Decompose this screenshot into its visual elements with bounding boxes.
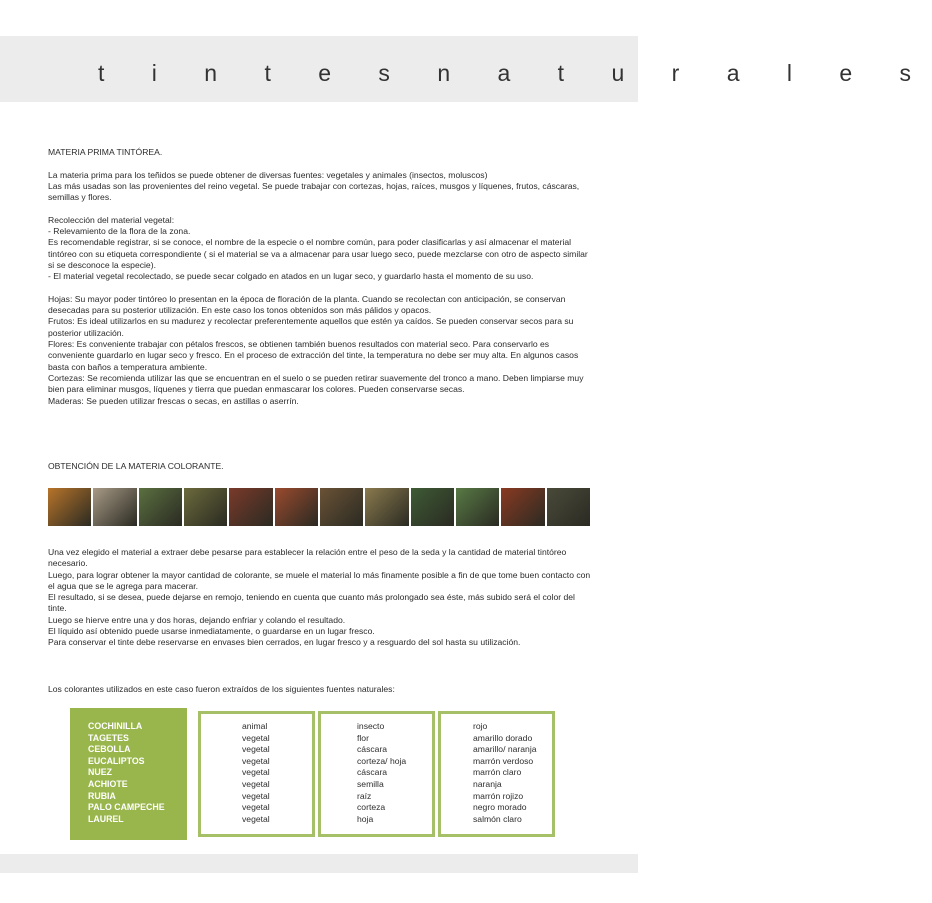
list-item: vegetal	[242, 767, 270, 778]
section-heading: MATERIA PRIMA TINTÓREA.	[48, 147, 163, 157]
part-column	[357, 721, 406, 825]
list-item: vegetal	[242, 744, 270, 755]
list-item: vegetal	[242, 778, 270, 789]
paragraph: - Relevamiento de la flora de la zona.	[48, 226, 191, 237]
section-obtencion	[48, 461, 593, 472]
photo-thumbnail	[547, 488, 590, 526]
list-item: vegetal	[242, 755, 270, 766]
paragraph: - El material vegetal recolectado, se puede secar colgado en atados en un lugar seco, y guardarlo hasta el momento de su uso.	[48, 271, 534, 282]
table-intro	[48, 684, 593, 695]
list-item: semilla	[357, 778, 384, 789]
list-item: marrón verdoso	[473, 755, 534, 766]
list-item: salmón claro	[473, 813, 522, 824]
list-item: vegetal	[242, 790, 270, 801]
paragraph: Maderas: Se pueden utilizar frescas o secas, en astillas o aserrín.	[48, 395, 299, 406]
paragraph: El líquido así obtenido puede usarse inmediatamente, o guardarse en un lugar fresco.	[48, 626, 375, 637]
color-column	[473, 721, 537, 825]
list-item: cáscara	[357, 744, 388, 755]
list-item: TAGETES	[88, 732, 129, 743]
list-item: amarillo dorado	[473, 732, 533, 743]
list-item: rojo	[473, 721, 488, 731]
list-item: insecto	[357, 721, 385, 731]
list-item: marrón rojizo	[473, 790, 524, 801]
list-item: PALO CAMPECHE	[88, 802, 165, 813]
photo-thumbnail	[139, 488, 182, 526]
photo-thumbnail	[184, 488, 227, 526]
paragraph: Una vez elegido el material a extraer debe pesarse para establecer la relación entre el peso de la seda y la cantidad de material tintóreo necesario.	[48, 547, 567, 569]
list-item: flor	[357, 732, 369, 743]
list-item: vegetal	[242, 802, 270, 813]
type-column	[242, 721, 270, 825]
photo-thumbnail	[275, 488, 318, 526]
paragraph: Luego se hierve entre una y dos horas, dejando enfriar y colando el resultado.	[48, 614, 346, 625]
section-heading: OBTENCIÓN DE LA MATERIA COLORANTE.	[48, 461, 224, 471]
list-item: naranja	[473, 778, 502, 789]
photo-thumbnail	[320, 488, 363, 526]
list-item: animal	[242, 721, 268, 731]
list-item: NUEZ	[88, 767, 112, 778]
list-item: COCHINILLA	[88, 721, 143, 731]
photo-thumbnail	[365, 488, 408, 526]
page-title: t i n t e s n a t u r a l e s	[98, 60, 932, 86]
paragraph: Cortezas: Se recomienda utilizar las que se encuentran en el suelo o se pueden retirar suavemente del tronco a mano. Deben limpiarse muy bien para eliminar musgos, líquenes y tierra que puedan enmascarar los colores. Pueden conservarse secas.	[48, 372, 584, 395]
paragraph: Luego, para lograr obtener la mayor cantidad de colorante, se muele el material lo más finamente posible a fin de que tome buen contacto con el agua que se le agrega para macerar.	[48, 569, 591, 591]
paragraph: Recolección del material vegetal:	[48, 214, 175, 225]
footer-band	[0, 854, 638, 873]
photo-thumbnail	[48, 488, 91, 526]
list-item: hoja	[357, 813, 374, 824]
list-item: marrón claro	[473, 767, 522, 778]
list-item: EUCALIPTOS	[88, 755, 145, 766]
paragraph: El resultado, si se desea, puede dejarse en remojo, teniendo en cuenta que cuanto más prolongado sea éste, más subido será el color del tinte.	[48, 592, 575, 614]
list-item: CEBOLLA	[88, 744, 131, 755]
photo-thumbnail	[411, 488, 454, 526]
list-item: vegetal	[242, 813, 270, 824]
list-item: amarillo/ naranja	[473, 744, 537, 755]
paragraph: Es recomendable registrar, si se conoce, el nombre de la especie o el nombre común, para poder clasificarlas y así almacenar el material tintóreo con su etiqueta correspondiente ( si el material se va a almacenar para usar luego seco, puede mezclarse con otro de aspecto similar si se desconoce la especie).	[48, 237, 588, 270]
paragraph: La materia prima para los teñidos se puede obtener de diversas fuentes: vegetales y animales (insectos, moluscos)	[48, 169, 488, 180]
list-item: corteza	[357, 802, 386, 813]
section-materia-prima	[48, 147, 593, 407]
list-item: ACHIOTE	[88, 778, 128, 789]
list-item: cáscara	[357, 767, 388, 778]
photo-thumbnail	[93, 488, 136, 526]
photo-strip	[48, 488, 590, 526]
paragraph: Frutos: Es ideal utilizarlos en su madurez y recolectar preferentemente aquellos que estén ya caídos. Se pueden conservar secos para su posterior utilización.	[48, 316, 574, 338]
photo-thumbnail	[501, 488, 544, 526]
list-item: LAUREL	[88, 813, 124, 824]
paragraph: Flores: Es conveniente trabajar con pétalos frescos, se obtienen también buenos resultados con material seco. Para conservarlo es conveniente guardarlo en lugar seco y fresco. En el proceso de extracción del tinte, la temperatura no debe ser muy alta. En algunos casos basta con baños a temperatura ambiente.	[48, 339, 579, 372]
photo-thumbnail	[456, 488, 499, 526]
list-item: negro morado	[473, 802, 527, 813]
names-column	[88, 721, 165, 825]
paragraph: Las más usadas son las provenientes del reino vegetal. Se puede trabajar con cortezas, hojas, raíces, musgos y líquenes, frutos, cáscaras, semillas y flores.	[48, 180, 580, 203]
list-item: RUBIA	[88, 790, 116, 801]
list-item: corteza/ hoja	[357, 755, 407, 766]
photo-thumbnail	[229, 488, 272, 526]
paragraph: Los colorantes utilizados en este caso fueron extraídos de los siguientes fuentes naturales:	[48, 684, 395, 694]
paragraph: Para conservar el tinte debe reservarse en envases bien cerrados, en lugar fresco y a resguardo del sol hasta su utilización.	[48, 637, 521, 648]
colorants-table	[0, 708, 638, 840]
paragraph: Hojas: Su mayor poder tintóreo lo presentan en la época de floración de la planta. Cuando se recolectan con anticipación, se conservan desecadas para su posterior utilización. En este caso los tonos obtenidos son más pálidos y opacos.	[48, 293, 566, 316]
list-item: raíz	[357, 790, 372, 801]
list-item: vegetal	[242, 732, 270, 743]
section-proceso	[48, 547, 593, 649]
